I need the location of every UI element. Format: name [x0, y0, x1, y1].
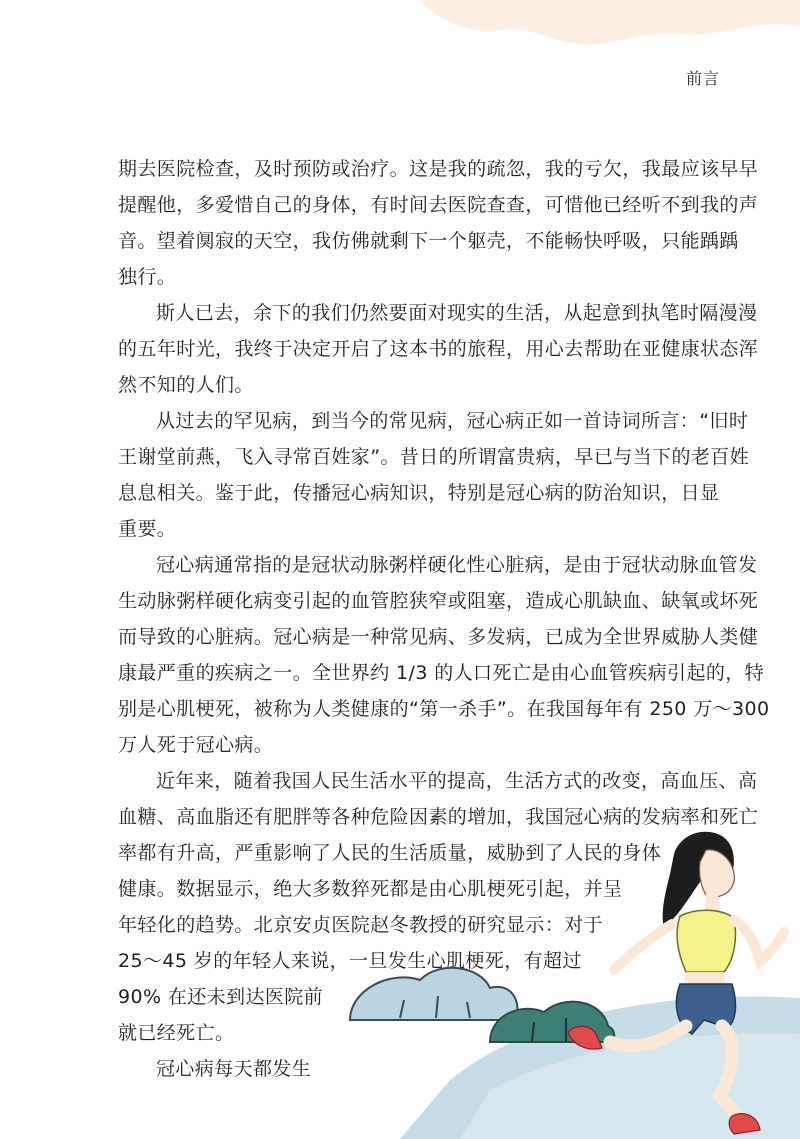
- text-line: 生动脉粥样硬化病变引起的血管腔狭窄或阻塞，造成心肌缺血、缺氧或坏死: [118, 590, 759, 612]
- text-line: 息息相关。鉴于此，传播冠心病知识，特别是冠心病的防治知识，日显: [118, 482, 720, 504]
- text-line: 血糖、高血脂还有肥胖等各种危险因素的增加，我国冠心病的发病率和死亡: [118, 806, 759, 828]
- text-line: 就已经死亡。: [118, 1022, 235, 1044]
- runner-illustration: [340, 820, 800, 1139]
- text-line: 提醒他，多爱惜自己的身体，有时间去医院查查，可惜他已经听不到我的声: [118, 194, 759, 216]
- text-line: 年轻化的趋势。北京安贞医院赵冬教授的研究显示：对于: [118, 914, 604, 936]
- text-line: 期去医院检查，及时预防或治疗。这是我的疏忽，我的亏欠，我最应该早早: [118, 158, 759, 180]
- text-line: 的五年时光，我终于决定开启了这本书的旅程，用心去帮助在亚健康状态浑: [118, 338, 759, 360]
- running-header: 前言: [685, 69, 720, 88]
- paragraph-first-line: 冠心病通常指的是冠状动脉粥样硬化性心脏病，是由于冠状动脉血管发: [156, 554, 758, 576]
- text-line: 独行。: [118, 266, 177, 288]
- text-line: 王谢堂前燕，飞入寻常百姓家”。昔日的所谓富贵病，早已与当下的老百姓: [118, 446, 750, 468]
- paragraph-first-line: 冠心病每天都发生: [156, 1058, 312, 1080]
- paragraph-first-line: 从过去的罕见病，到当今的常见病，冠心病正如一首诗词所言：“旧时: [156, 410, 749, 432]
- text-line: 健康。数据显示，绝大多数猝死都是由心肌梗死引起，并呈: [118, 878, 623, 900]
- text-line: 率都有升高，严重影响了人民的生活质量，威胁到了人民的身体: [118, 842, 662, 864]
- text-line: 重要。: [118, 518, 177, 540]
- text-line: 而导致的心脏病。冠心病是一种常见病、多发病，已成为全世界威胁人类健: [118, 626, 759, 648]
- header-wave-decoration: [0, 0, 800, 60]
- text-line: 万人死于冠心病。: [118, 734, 274, 756]
- text-line: 康最严重的疾病之一。全世界约 1/3 的人口死亡是由心血管疾病引起的，特: [118, 662, 765, 684]
- paragraph-first-line: 近年来，随着我国人民生活水平的提高，生活方式的改变，高血压、高: [156, 770, 758, 792]
- paragraph-first-line: 斯人已去，余下的我们仍然要面对现实的生活，从起意到执笔时隔漫漫: [156, 302, 758, 324]
- text-line: 别是心肌梗死，被称为人类健康的“第一杀手”。在我国每年有 250 万～300: [118, 698, 770, 720]
- text-line: 音。望着阒寂的天空，我仿佛就剩下一个躯壳，不能畅快呼吸，只能踽踽: [118, 230, 739, 252]
- text-line: 25～45 岁的年轻人来说，一旦发生心肌梗死，有超过: [118, 950, 582, 972]
- text-line: 90% 在还未到达医院前: [118, 986, 324, 1008]
- bush-left: [350, 968, 518, 1020]
- text-line: 然不知的人们。: [118, 374, 254, 396]
